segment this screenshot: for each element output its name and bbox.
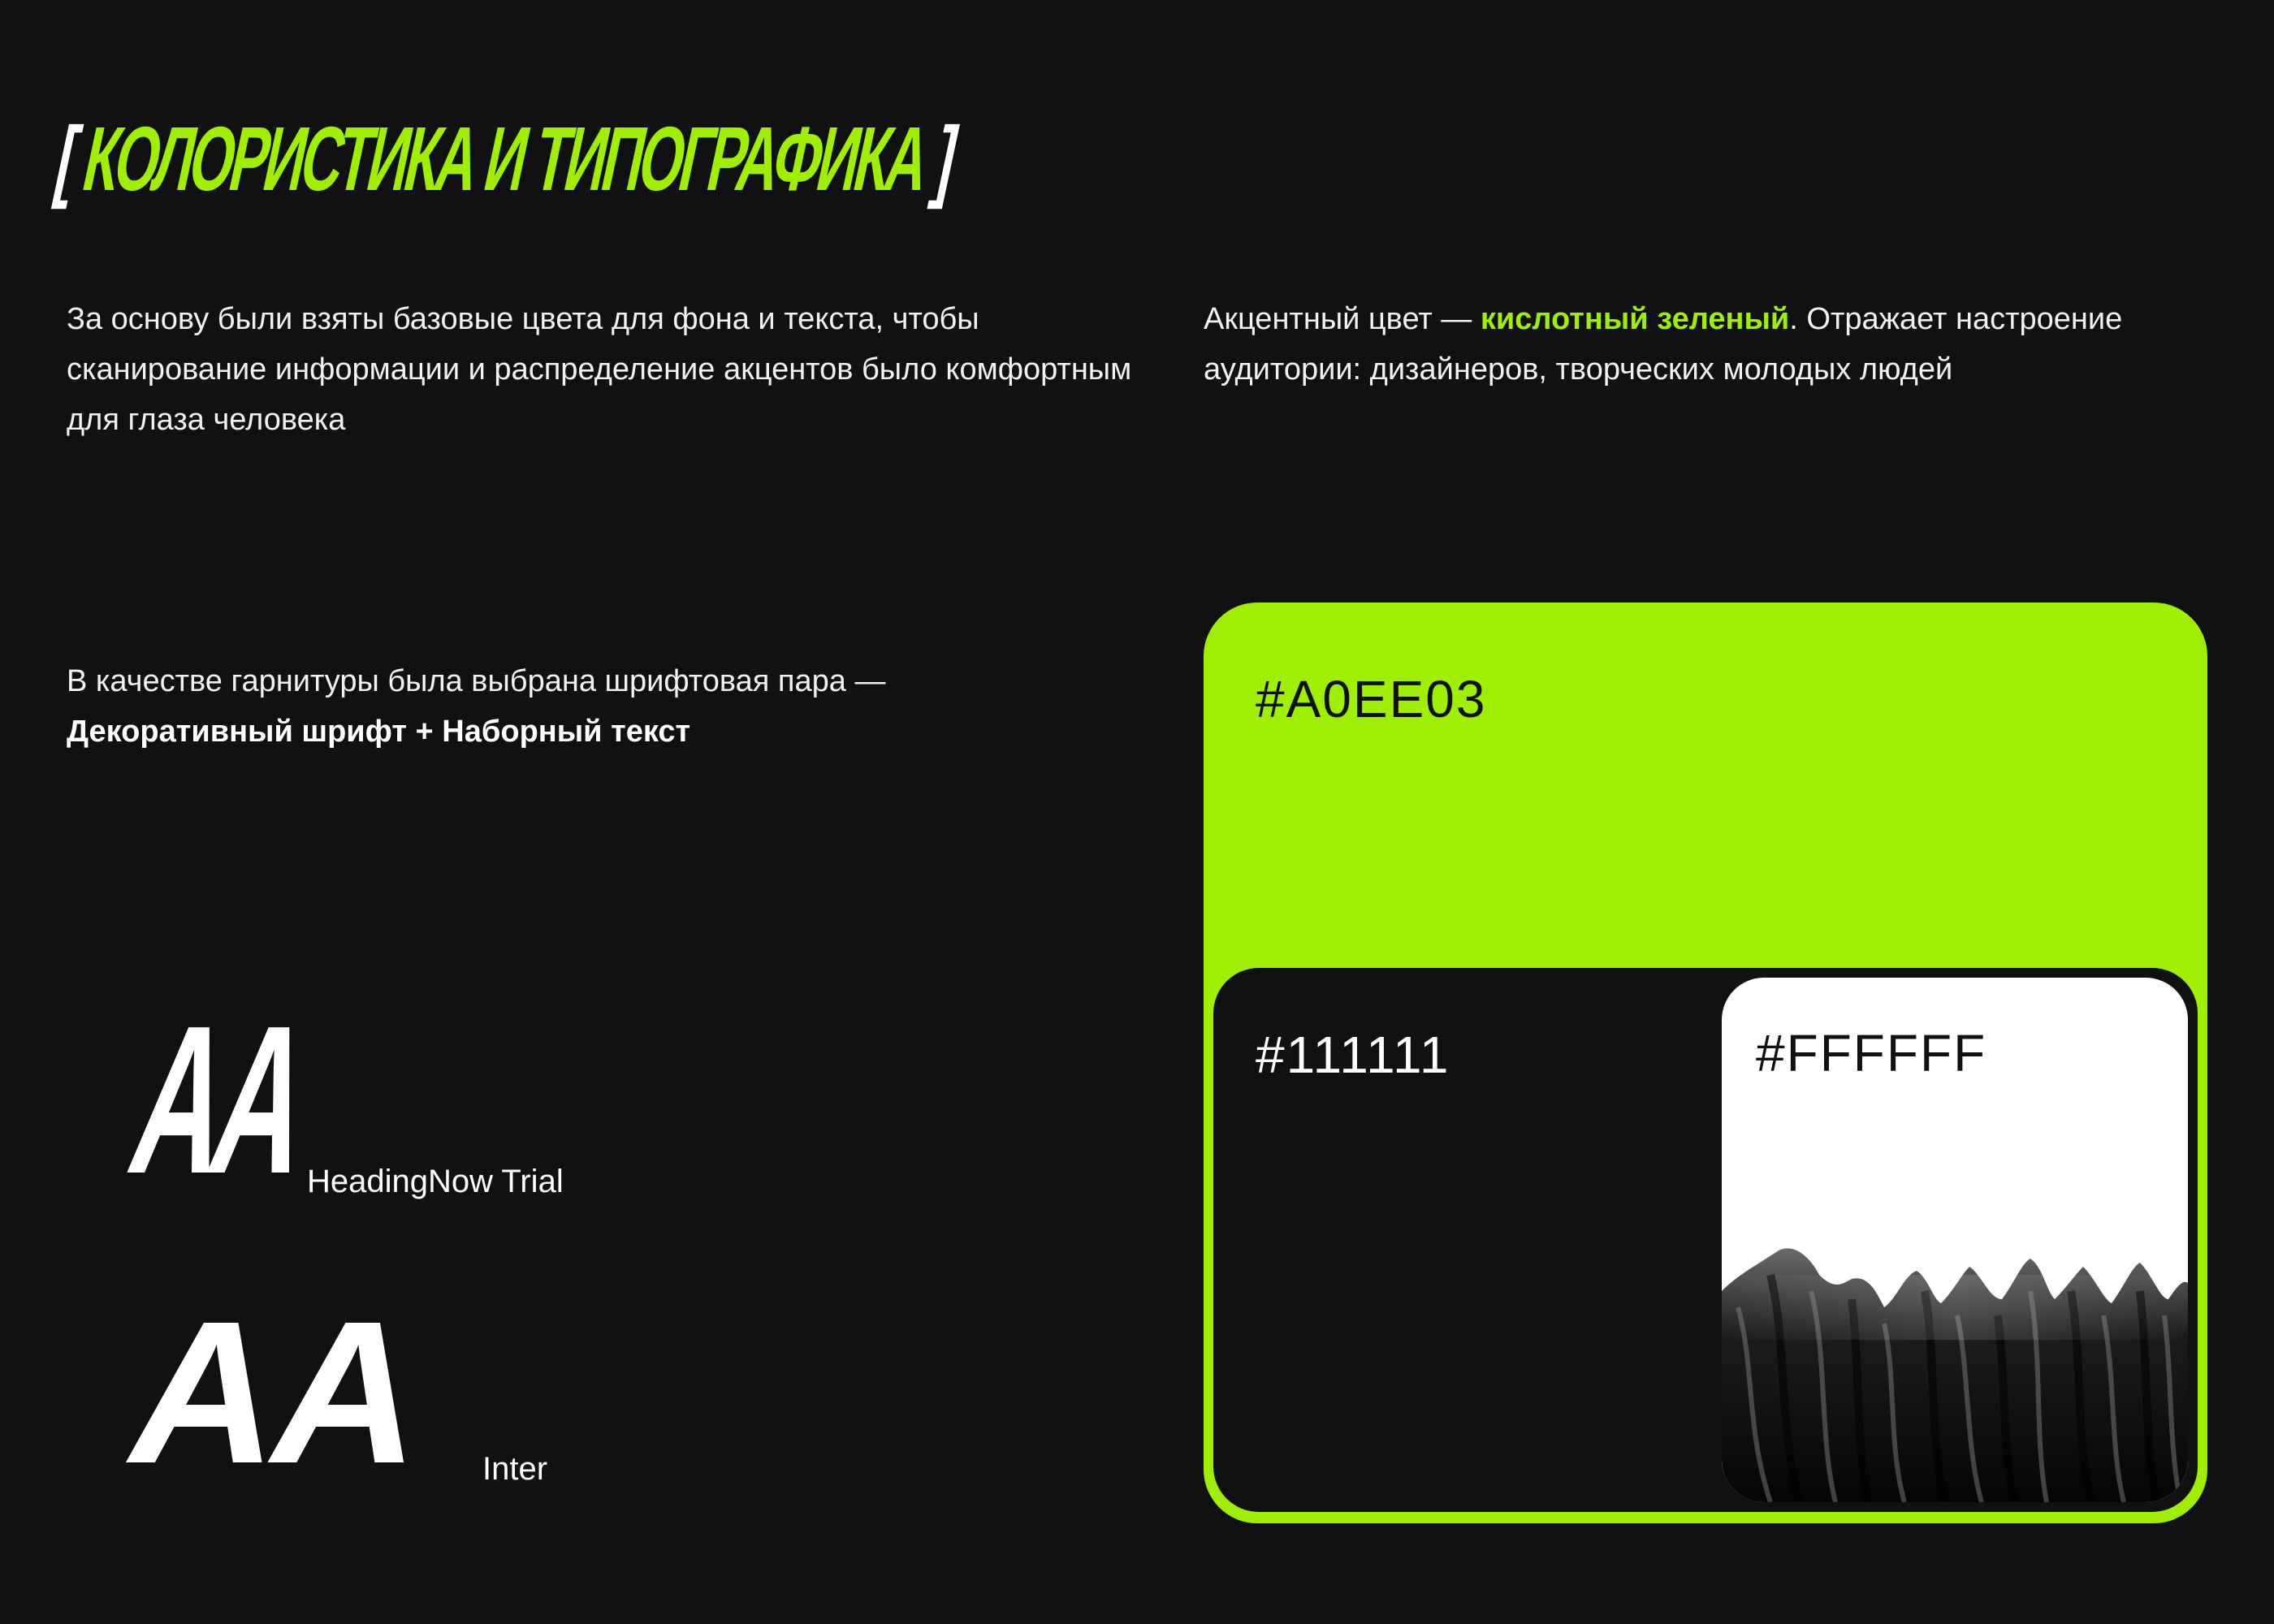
swatch-white-hex: #FFFFFF <box>1756 1024 1987 1082</box>
liquid-metal-image <box>1722 1242 2188 1502</box>
colors-intro-text: За основу были взяты базовые цвета для фона и текста, чтобы сканирование информации и распределение акцентов было комфортным для глаза человека <box>67 302 1132 437</box>
body-font-name: Inter <box>482 1451 548 1487</box>
page-title <box>46 102 964 216</box>
accent-text-before: Акцентный цвет — <box>1204 302 1481 336</box>
heading-font-sample: AA <box>114 983 325 1218</box>
accent-highlight: кислотный зеленый <box>1480 302 1790 336</box>
heading-font-name: HeadingNow Trial <box>307 1164 564 1199</box>
swatch-white <box>1722 978 2188 1502</box>
title-text: КОЛОРИСТИКА И ТИПОГРАФИКА <box>75 108 936 209</box>
title-bracket-open: [ <box>47 108 85 209</box>
swatch-accent-hex: #A0EE03 <box>1256 670 1487 728</box>
title-bracket-close: ] <box>926 108 963 209</box>
body-font-sample: AA <box>130 1279 414 1505</box>
typography-pair: Декоративный шрифт + Наборный текст <box>67 715 691 749</box>
typography-intro <box>67 656 1139 757</box>
swatch-dark-hex: #111111 <box>1256 1026 1450 1084</box>
typography-intro-text: В качестве гарнитуры была выбрана шрифтовая пара — <box>67 664 886 698</box>
accent-description <box>1204 294 2227 395</box>
accent-text-after: . Отражает настроение аудитории: дизайнеров, творческих молодых людей <box>1204 302 2123 387</box>
